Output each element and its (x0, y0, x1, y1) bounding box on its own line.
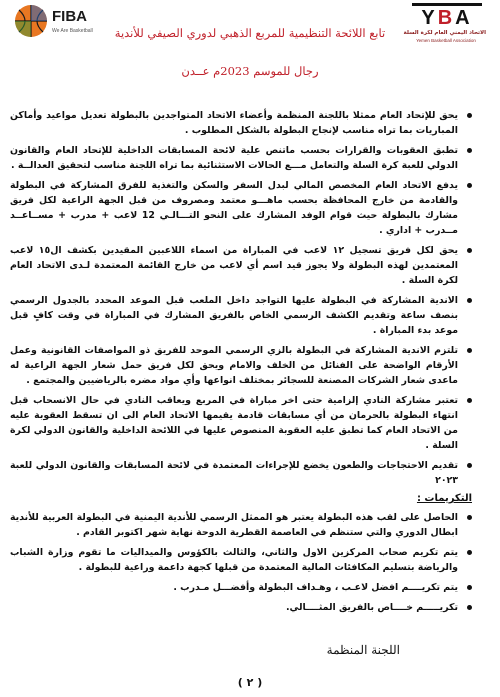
bullet-icon (467, 248, 472, 253)
list-item: يحق للإتحاد العام ممثلا باللجنة المنظمة وأعضاء الاتحاد المتواجدين بالبطولة تعديل مواعيد وأماكن المباريات بما تراه مناسب لإنجاح البطولة بالشكل المطلوب . (10, 108, 472, 138)
yba-letter: Y (421, 7, 438, 27)
fiba-logo (14, 4, 93, 44)
bullet-icon (467, 113, 472, 118)
bullet-icon (467, 183, 472, 188)
list-item: يتم تكريم صحاب المركزين الاول والثاني، والثالث بالكؤوس والميداليات ما تقوم وزارة الشباب والرياضة بتسليم المكافئات المالية المعتمدة من قبلها كجهة داعمة وراعية للبطولة . (10, 545, 472, 575)
basketball-icon (14, 4, 48, 38)
honors-heading: التكريمات : (416, 493, 472, 504)
list-item: الاندية المشاركة في البطولة عليها التواجد داخل الملعب قبل الموعد المحدد بالجدول الرسمي بنصف ساعة وتقديم الكشف الرسمي الخاص بالفريق المشارك في المباراة في وقت كافٍ قبل موعد بدء المباراة . (10, 293, 472, 338)
signature: اللجنة المنظمة (326, 643, 400, 657)
bullet-icon (467, 605, 472, 610)
yba-letters-text (421, 7, 472, 27)
yba-subtitle-en: Yemen Basketball Association (416, 38, 476, 43)
list-item: تلتزم الاندية المشاركة في البطولة بالزي الرسمي الموحد للفريق ذو المواصفات القانونية وعمل الأرقام الواضحة على الفنائل من الخلف والامام ويحق لكل فريق حمل شعار الجهة الراعية له ماعدى شعار الشركات المصنعة للسجائر بمختلف انواعها وأي مواد مضره بالرياضيين والمجتمع . (10, 343, 472, 388)
list-item: تطبق العقوبات والقرارات بحسب ماتنص علية لائحة المسابقات الداخلية للإتحاد العام والقانون الدولي للعبة كرة السلة والتعامل مـــع الحالات الاستثنائية بما تراه اللجنة مناسب لتحقيق العدالــة . (10, 143, 472, 173)
list-item: تعتبر مشاركة النادي إلزامية حتى اخر مباراة في المربع ويعاقب النادي في حال الانسحاب قبل انتهاء البطولة بالحرمان من أي مسابقات قادمة يقيمها الاتحاد العام الى ان تسقط العقوبة عليه من الاتحاد العام كما تطبق عليه العقوبة المنصوص عليها في اللائحة الداخلية والقانون الدولي لكرة السلة . (10, 393, 472, 453)
list-item: تقديم الاحتجاجات والطعون يخضع للإجراءات المعتمدة في لائحة المسابقات والقانون الدولي للعبة ٢٠٢٣ (10, 458, 472, 488)
fiba-wordmark: FIBA (52, 8, 87, 25)
bullet-icon (467, 550, 472, 555)
bullet-icon (467, 298, 472, 303)
yba-letter: A (455, 7, 473, 27)
bullet-icon (467, 585, 472, 590)
page-header (0, 0, 500, 100)
fiba-tagline: We Are Basketball (52, 28, 93, 34)
yba-letter: B (437, 7, 456, 27)
bullet-icon (467, 463, 472, 468)
document-body (10, 108, 472, 620)
page-subtitle: رجال للموسم 2023م عــدن (181, 64, 319, 78)
bullet-icon (467, 515, 472, 520)
list-item: تكريـــــم خــــاص بالفريق المثــــالي. (10, 600, 472, 615)
list-item: يحق لكل فريق تسجيل ١٢ لاعب في المباراة من اسماء اللاعبين المقيدين بكشف ال١٥ لاعب المعتمدين لهذه البطولة ولا يجوز قيد اسم أي لاعب من خارج القائمة المعتمدة لـدى الاتحاد العام لكرة السلة . (10, 243, 472, 288)
bullet-icon (467, 398, 472, 403)
bullet-icon (467, 348, 472, 353)
yba-letters-icon (412, 3, 482, 27)
page-title: تابع اللائحة التنظيمية للمربع الذهبي لدوري الصيفي للأندية (114, 26, 386, 40)
bullet-icon (467, 148, 472, 153)
yba-logo (404, 3, 490, 49)
yba-subtitle-ar: الاتحاد اليمني العام لكرة السلة (403, 30, 486, 36)
list-item: يتم تكريــــم افضل لاعـب ، وهـداف البطولة وأفضـــل مـدرب . (10, 580, 472, 595)
list-item: يدفع الاتحاد العام المخصص المالي لبدل السفر والسكن والتغذية للفرق المشاركة في البطولة والقادمة من خارج المحافظة بحسب ماهـــو معتمد ومصروف من قبل الجهة الراعية لكل فريق مشارك بالبطولة حيث قوام الوفد المشارك على النحو التـــالـي 12 لاعب + مدرب + مســاعــد مــدرب + اداري . (10, 178, 472, 238)
page-number: ( ٢ ) (237, 676, 263, 689)
list-item: الحاصل على لقب هذه البطولة يعتبر هو الممثل الرسمي للأندية اليمنية في البطولة العربية للأندية ابطال الدوري والتي ستنظم في العاصمة القطرية الدوحة نهاية شهر اكتوبر القادم . (10, 510, 472, 540)
